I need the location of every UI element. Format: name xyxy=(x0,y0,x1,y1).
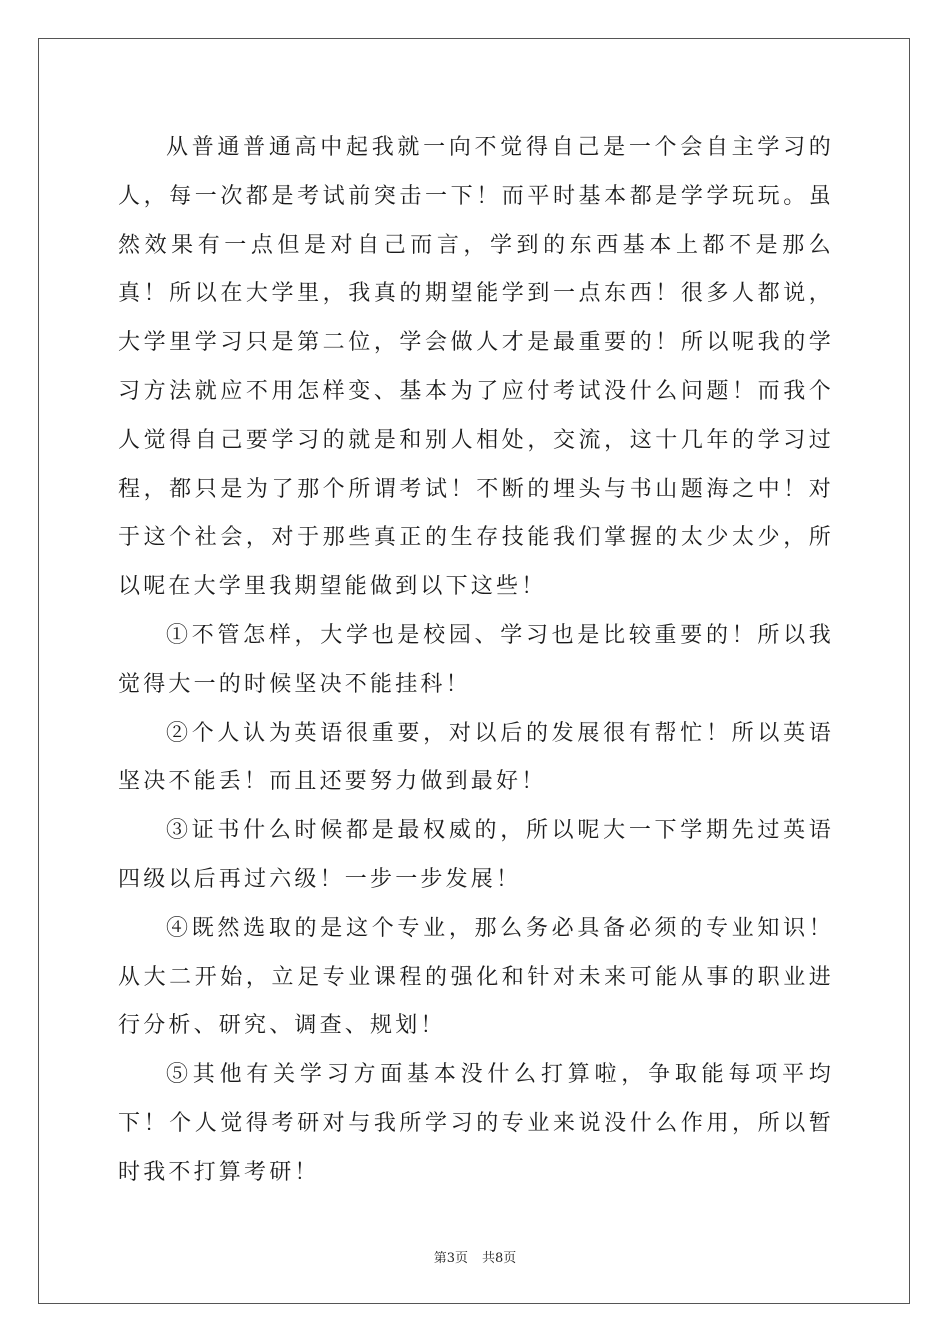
paragraph-intro: 从普通普通高中起我就一向不觉得自己是一个会自主学习的人，每一次都是考试前突击一下！而平时基本都是学学玩玩。虽然效果有一点但是对自己而言，学到的东西基本上都不是那么真！所以在大学里，我真的期望能学到一点东西！很多人都说，大学里学习只是第二位，学会做人才是最重要的！所以呢我的学习方法就应不用怎样变、基本为了应付考试没什么问题！而我个人觉得自己要学习的就是和别人相处，交流，这十几年的学习过程，都只是为了那个所谓考试！不断的埋头与书山题海之中！对于这个社会，对于那些真正的生存技能我们掌握的太少太少，所以呢在大学里我期望能做到以下这些！ xyxy=(118,135,834,600)
page-number: 第3页 xyxy=(433,1251,468,1266)
document-body xyxy=(118,124,834,1198)
paragraph-item-5: ⑤其他有关学习方面基本没什么打算啦，争取能每项平均下！个人觉得考研对与我所学习的专业来说没什么作用，所以暂时我不打算考研！ xyxy=(118,1062,834,1185)
paragraph-item-4: ④既然选取的是这个专业，那么务必具备必须的专业知识！从大二开始，立足专业课程的强化和针对未来可能从事的职业进行分析、研究、调查、规划！ xyxy=(118,915,834,1039)
paragraph-item-1: ①不管怎样，大学也是校园、学习也是比较重要的！所以我觉得大一的时候坚决不能挂科！ xyxy=(118,622,834,697)
page-footer xyxy=(0,1247,950,1266)
page-total: 共8页 xyxy=(482,1251,517,1266)
paragraph-item-3: ③证书什么时候都是最权威的，所以呢大一下学期先过英语四级以后再过六级！一步一步发展！ xyxy=(118,818,834,892)
paragraph-item-2: ②个人认为英语很重要，对以后的发展很有帮忙！所以英语坚决不能丢！而且还要努力做到最好！ xyxy=(118,720,834,795)
